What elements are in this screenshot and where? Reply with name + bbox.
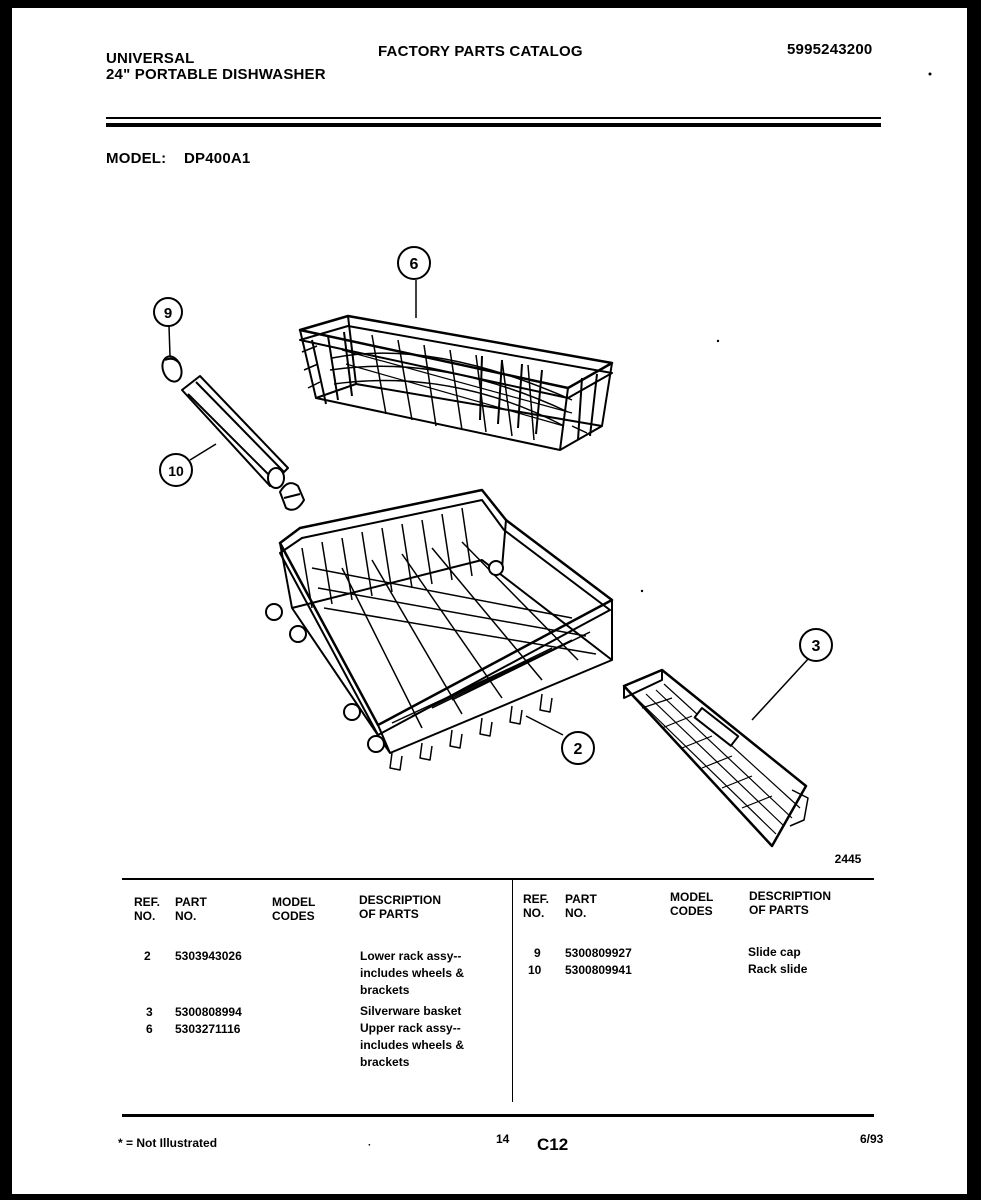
exploded-parts-diagram — [12, 8, 967, 868]
catalog-page — [12, 8, 967, 1194]
row-ref: 10 — [528, 963, 542, 977]
footnote: * = Not Illustrated — [118, 1136, 218, 1150]
header-model-right-line2: CODES — [670, 904, 713, 918]
row-ref: 9 — [534, 946, 541, 960]
lower-rack-illustration — [266, 490, 612, 770]
row-desc: brackets — [360, 1055, 410, 1069]
row-part: 5300809927 — [565, 946, 632, 960]
row-part: 5303271116 — [175, 1022, 241, 1036]
row-ref: 6 — [146, 1022, 153, 1036]
row-desc: includes wheels & — [360, 1038, 465, 1052]
row-desc: Lower rack assy-- — [360, 949, 462, 963]
row-part: 5300808994 — [175, 1005, 242, 1019]
header-ref-right-line2: NO. — [523, 906, 545, 920]
brand-name: UNIVERSAL — [106, 50, 195, 67]
catalog-code: C12 — [537, 1135, 569, 1154]
header-part-line2: NO. — [175, 909, 197, 923]
page-number: 14 — [496, 1132, 510, 1146]
callout-2: 2 — [573, 741, 583, 758]
row-part: 5300809941 — [565, 963, 632, 977]
header-desc-right-line2: OF PARTS — [749, 903, 809, 917]
row-desc: Rack slide — [748, 962, 808, 976]
header-desc-line2: OF PARTS — [359, 907, 419, 921]
upper-rack-illustration — [300, 316, 612, 450]
row-desc: brackets — [360, 983, 410, 997]
row-desc: includes wheels & — [360, 966, 465, 980]
catalog-title: FACTORY PARTS CATALOG — [378, 43, 583, 60]
header-ref-right-line1: REF. — [523, 892, 550, 906]
slide-cap-lower-illustration — [280, 483, 304, 510]
callout-6: 6 — [409, 256, 419, 273]
header-model-line1: MODEL — [272, 895, 316, 909]
table-divider — [512, 880, 513, 1102]
catalog-number: 5995243200 — [787, 41, 873, 58]
row-desc: Silverware basket — [360, 1004, 462, 1018]
header-part-line1: PART — [175, 895, 207, 909]
header-ref-line2: NO. — [134, 909, 156, 923]
slide-cap-illustration — [159, 354, 185, 385]
revision-date: 6/93 — [860, 1132, 884, 1146]
product-name: 24" PORTABLE DISHWASHER — [106, 66, 326, 83]
header-model-right-line1: MODEL — [670, 890, 714, 904]
footer-rule — [122, 1114, 874, 1117]
rack-slide-illustration — [182, 376, 288, 488]
row-desc: Upper rack assy-- — [360, 1021, 461, 1035]
row-ref: 2 — [144, 949, 151, 963]
header-part-right-line1: PART — [565, 892, 597, 906]
model-label: MODEL: — [106, 150, 167, 167]
footer-dot: · — [368, 1140, 372, 1151]
callout-3: 3 — [811, 638, 821, 655]
specks — [641, 73, 932, 593]
silverware-basket-illustration — [624, 670, 808, 846]
header-ref-line1: REF. — [134, 895, 161, 909]
header-desc-right-line1: DESCRIPTION — [749, 889, 832, 903]
callout-9: 9 — [163, 305, 173, 322]
table-rule-top — [122, 878, 874, 880]
header-part-right-line2: NO. — [565, 906, 587, 920]
model-value: DP400A1 — [184, 150, 251, 167]
header-desc-line1: DESCRIPTION — [359, 893, 442, 907]
row-desc: Slide cap — [748, 945, 801, 959]
callout-10: 10 — [168, 463, 184, 479]
figure-number: 2445 — [834, 852, 862, 866]
row-ref: 3 — [146, 1005, 153, 1019]
header-model-line2: CODES — [272, 909, 315, 923]
row-part: 5303943026 — [175, 949, 242, 963]
